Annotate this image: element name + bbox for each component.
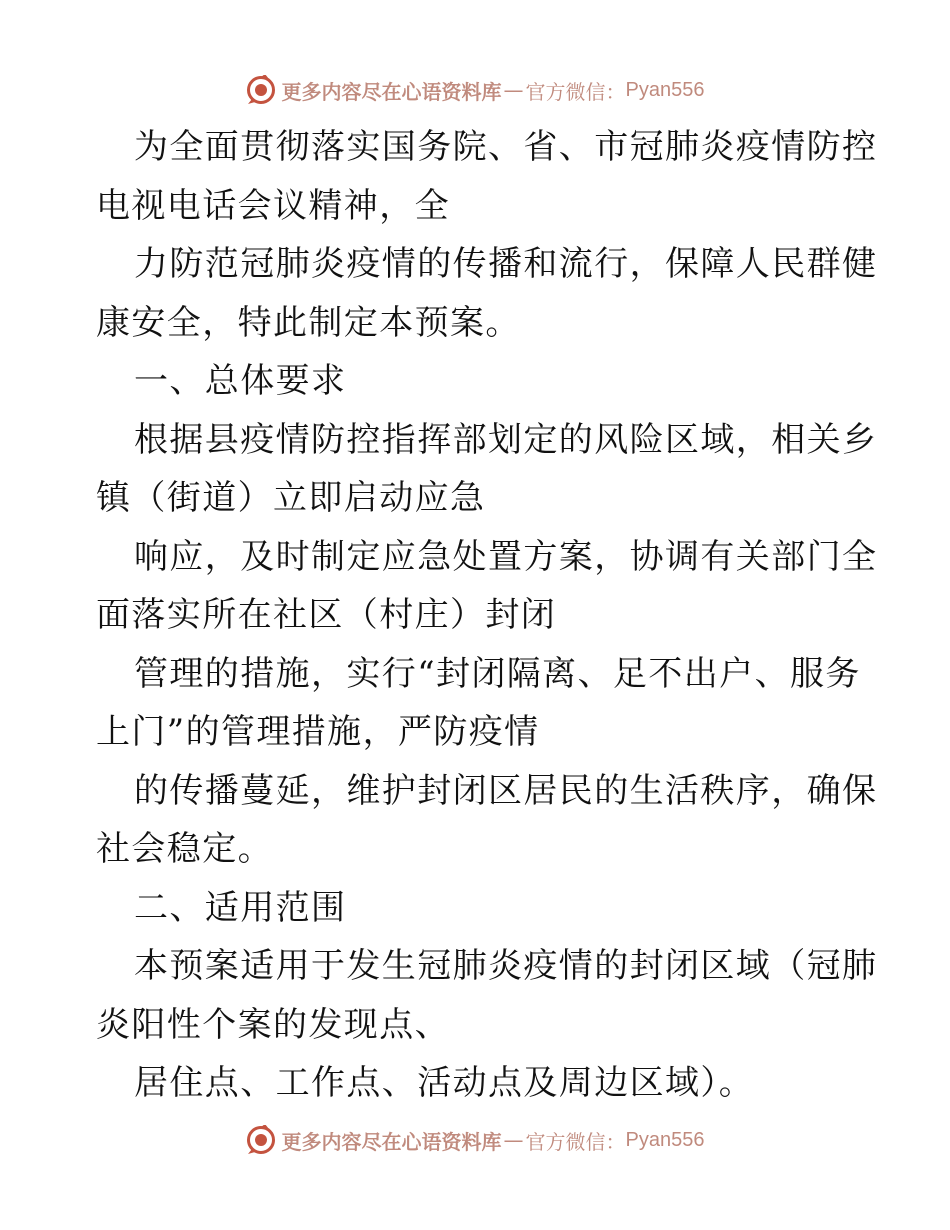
- paragraph-line: 面落实所在社区（村庄）封闭: [96, 595, 557, 635]
- paragraph-line: 本预案适用于发生冠肺炎疫情的封闭区域（冠肺: [134, 946, 878, 986]
- header-wechat-id: Pyan556: [625, 78, 705, 101]
- footer-wechat-label: 官方微信：: [525, 1129, 626, 1154]
- document-body: [96, 118, 878, 1113]
- paragraph-line: 响应，及时制定应急处置方案，协调有关部门全: [134, 536, 878, 577]
- paragraph-line: 社会稳定。: [96, 829, 273, 869]
- header-watermark: [0, 70, 950, 110]
- section-heading: 一、总体要求: [134, 361, 347, 401]
- brand-logo-icon: [246, 1125, 276, 1155]
- paragraph-line: 根据县疫情防控指挥部划定的风险区域，相关乡: [134, 419, 878, 460]
- paragraph-line: 炎阳性个案的发现点、: [96, 1004, 450, 1045]
- paragraph-line: 上门”的管理措施，严防疫情: [96, 712, 540, 752]
- header-site-name: 更多内容尽在心语资料库: [281, 79, 502, 104]
- paragraph-line: 镇（街道）立即启动应急: [96, 478, 486, 518]
- paragraph-line: 为全面贯彻落实国务院、省、市冠肺炎疫情防控: [134, 127, 878, 167]
- footer-separator: —: [503, 1128, 524, 1152]
- footer-wechat-id: Pyan556: [625, 1128, 705, 1151]
- paragraph-line: 居住点、工作点、活动点及周边区域）。: [134, 1063, 755, 1103]
- paragraph-line: 的传播蔓延，维护封闭区居民的生活秩序，确保: [134, 770, 878, 811]
- paragraph-line: 力防范冠肺炎疫情的传播和流行，保障人民群健: [134, 244, 878, 284]
- paragraph-line: 电视电话会议精神，全: [96, 185, 450, 226]
- paragraph-line: 管理的措施，实行“封闭隔离、足不出户、服务: [134, 653, 861, 694]
- paragraph-line: 康安全，特此制定本预案。: [96, 302, 521, 343]
- section-heading: 二、适用范围: [134, 887, 347, 928]
- header-separator: —: [503, 78, 524, 102]
- footer-watermark: [0, 1120, 950, 1160]
- footer-site-name: 更多内容尽在心语资料库: [281, 1129, 502, 1154]
- header-wechat-label: 官方微信：: [525, 79, 626, 104]
- brand-logo-icon: [246, 75, 276, 105]
